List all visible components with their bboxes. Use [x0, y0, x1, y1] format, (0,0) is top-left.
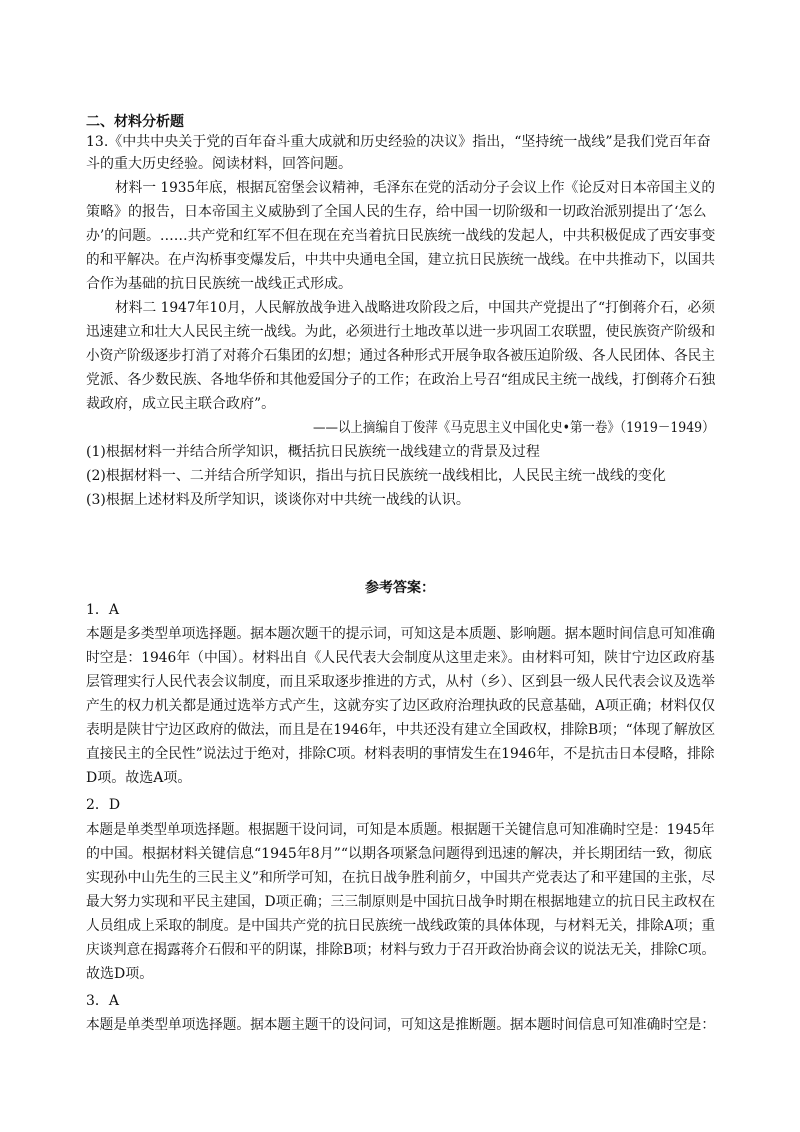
- subquestion-3: (3)根据上述材料及所学知识，谈谈你对中共统一战线的认识。: [86, 492, 470, 508]
- answer-3-label: 3．A: [86, 993, 120, 1009]
- answer-1-label: 1．A: [86, 602, 120, 618]
- material-2-line-1: 材料二 1947年10月，人民解放战争进入战略进攻阶段之后，中国共产党提出了“打倒蒋介石，必须: [115, 300, 716, 316]
- material-1-line-2: 策略》的报告，日本帝国主义威胁到了全国人民的生存，给中国一切阶级和一切政治派别提出了‘怎么: [86, 204, 707, 220]
- material-2-line-2: 迅速建立和壮大人民民主统一战线。为此，必须进行土地改革以进一步巩固工农联盟，使民族资产阶级和: [86, 324, 715, 340]
- answer-1-line-6: 直接民主的全民性”说法过于绝对，排除C项。材料表明的事情发生在1946年，不是抗击日本侵略，排除: [86, 746, 715, 762]
- answer-1-line-4: 产生的权力机关都是通过选举方式产生，这就夯实了边区政府治理执政的民意基础，A项正确；材料仅仅: [86, 698, 716, 714]
- answer-2-line-4: 最大努力实现和平民主建国，D项正确；三三制原则是中国抗日战争时期在根据地建立的抗日民主政权在: [86, 894, 716, 910]
- material-2-line-5: 裁政府，成立民主联合政府”。: [86, 396, 276, 412]
- answer-2-line-7: 故选D项。: [86, 966, 154, 982]
- material-2-line-3: 小资产阶级逐步打消了对蒋介石集团的幻想；通过各种形式开展争取各被压迫阶级、各人民团体、各民主: [86, 348, 715, 364]
- question-13-line-1: 13.《中共中央关于党的百年奋斗重大成就和历史经验的决议》指出，“坚持统一战线”是我们党百年奋: [86, 134, 711, 150]
- material-1-line-5: 合作为基础的抗日民族统一战线正式形成。: [86, 276, 352, 292]
- answer-3-line-1: 本题是单类型单项选择题。据本题主题干的设问词，可知这是推断题。据本题时间信息可知准确时空是：: [86, 1017, 715, 1033]
- material-1-line-3: 办’的问题。……共产党和红军不但在现在充当着抗日民族统一战线的发起人，中共积极促成了西安事变: [86, 228, 716, 244]
- answer-1-line-1: 本题是多类型单项选择题。据本题次题干的提示词，可知这是本质题、影响题。据本题时间信息可知准确: [86, 626, 715, 642]
- subquestion-1: (1)根据材料一并结合所学知识，概括抗日民族统一战线建立的背景及过程: [86, 444, 540, 460]
- answer-1-line-5: 表明是陕甘宁边区政府的做法，而且是在1946年，中共还没有建立全国政权，排除B项；“体现了解放区: [86, 722, 716, 738]
- question-13-line-2: 斗的重大历史经验。阅读材料，回答问题。: [86, 156, 352, 172]
- material-source: ——以上摘编自丁俊萍《马克思主义中国化史•第一卷》（1919－1949）: [313, 420, 715, 436]
- answer-2-line-3: 实现孙中山先生的三民主义”和所学可知，在抗日战争胜利前夕，中国共产党表达了和平建国的主张，尽: [86, 870, 716, 886]
- section-heading: 二、材料分析题: [86, 114, 184, 130]
- material-2-line-4: 党派、各少数民族、各地华侨和其他爱国分子的工作；在政治上号召“组成民主统一战线，打倒蒋介石独: [86, 372, 716, 388]
- answer-2-line-2: 的中国。根据材料关键信息“1945年8月”“以期各项紧急问题得到迅速的解决，并长期团结一致，彻底: [86, 846, 713, 862]
- answers-title: 参考答案：: [365, 580, 435, 596]
- answer-1-line-7: D项。故选A项。: [86, 770, 192, 786]
- subquestion-2: (2)根据材料一、二并结合所学知识，指出与抗日民族统一战线相比，人民民主统一战线的变化: [86, 468, 666, 484]
- answer-1-line-3: 层管理实行人民代表会议制度，而且采取逐步推进的方式，从村（乡）、区到县一级人民代表会议及选举: [86, 674, 715, 690]
- answer-2-label: 2．D: [86, 797, 121, 813]
- answer-2-line-6: 庆谈判意在揭露蒋介石假和平的阴谋，排除B项；材料与致力于召开政治协商会议的说法无关，排除C项。: [86, 942, 715, 958]
- answer-2-line-5: 人员组成上采取的制度。是中国共产党的抗日民族统一战线政策的具体体现，与材料无关，排除A项；重: [86, 918, 716, 934]
- material-1-line-4: 的和平解决。在卢沟桥事变爆发后，中共中央通电全国，建立抗日民族统一战线。在中共推动下，以国共: [86, 252, 715, 268]
- answer-2-line-1: 本题是单类型单项选择题。根据题干设问词，可知是本质题。根据题干关键信息可知准确时空是：1945年: [86, 822, 715, 838]
- material-1-line-1: 材料一 1935年底，根据瓦窑堡会议精神，毛泽东在党的活动分子会议上作《论反对日本帝国主义的: [115, 180, 716, 196]
- answer-1-line-2: 时空是：1946年（中国）。材料出自《人民代表大会制度从这里走来》。由材料可知，陕甘宁边区政府基: [86, 650, 715, 666]
